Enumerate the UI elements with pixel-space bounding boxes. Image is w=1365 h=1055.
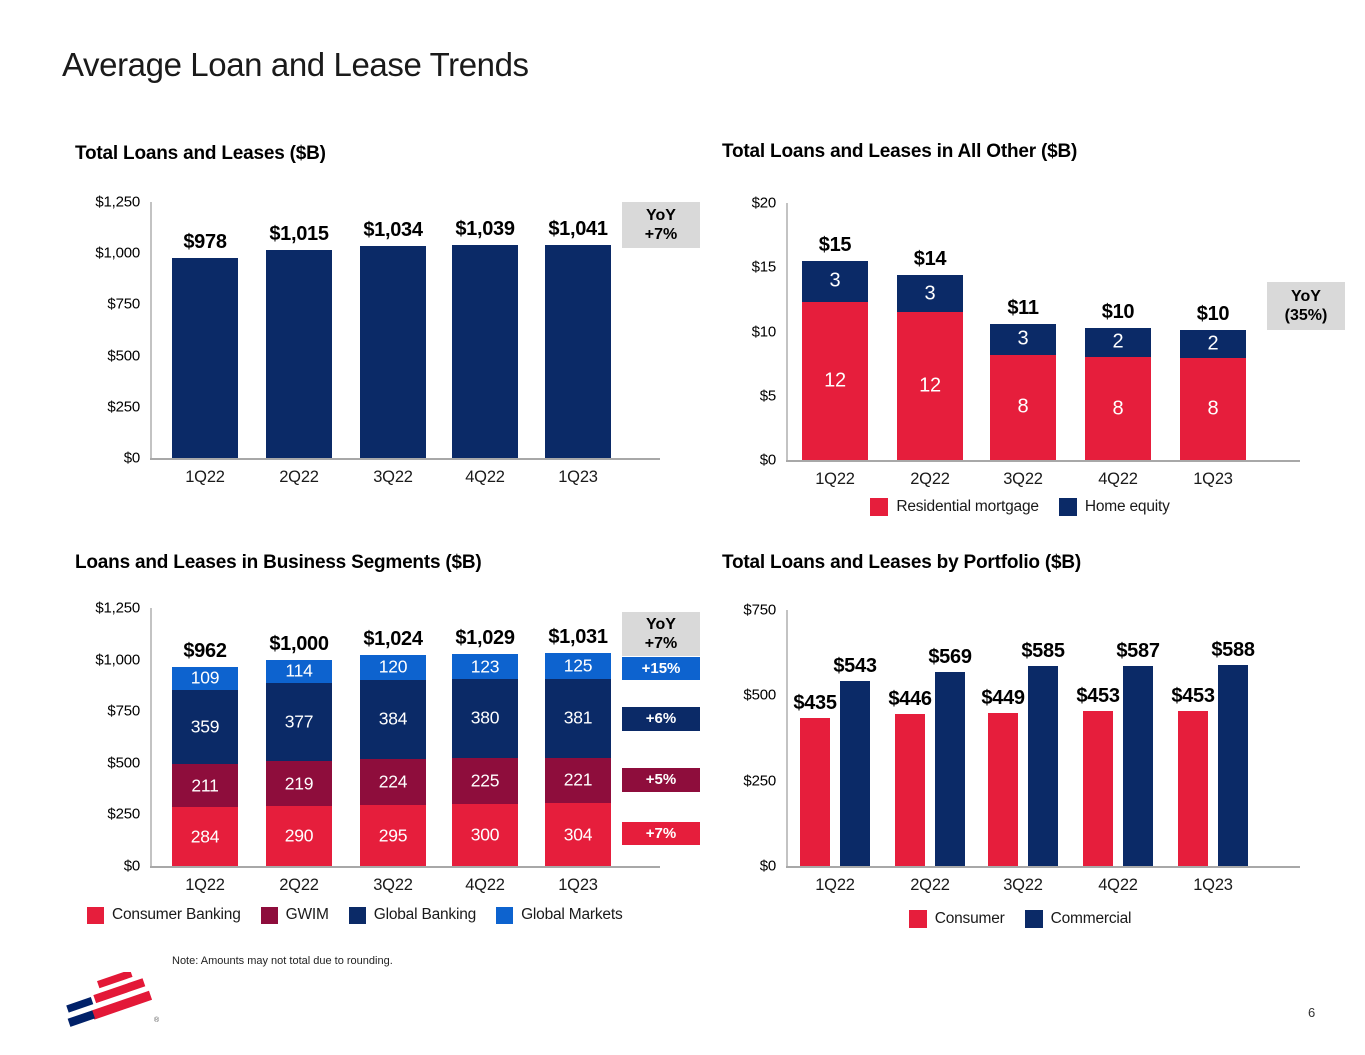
- legend-label: Consumer: [934, 910, 1005, 927]
- bar: [266, 250, 332, 458]
- x-tick-label: 1Q23: [1193, 876, 1233, 894]
- y-tick-label: $0: [123, 449, 140, 467]
- plot-area: [60, 138, 715, 518]
- y-axis-line: [786, 610, 788, 866]
- segment-value-label: 8: [1112, 397, 1124, 420]
- x-tick-label: 2Q22: [279, 876, 319, 894]
- legend-item: [870, 498, 1038, 516]
- legend-label: Home equity: [1084, 498, 1170, 515]
- plot-area: [720, 138, 1365, 538]
- bar-total-label: $10: [1196, 303, 1230, 326]
- x-tick-label: 1Q23: [558, 876, 598, 894]
- bar-value-label: $446: [888, 687, 932, 710]
- legend-label: GWIM: [285, 906, 329, 923]
- bar-value-label: $543: [833, 654, 877, 677]
- legend: [87, 906, 687, 924]
- segment-value-label: 304: [563, 824, 593, 845]
- yoy-badge: [622, 707, 700, 731]
- segment-value-label: 125: [563, 655, 593, 676]
- y-tick-label: $750: [107, 702, 140, 720]
- bank-of-america-flag-icon: [62, 972, 164, 1028]
- y-tick-label: $1,000: [95, 244, 140, 262]
- yoy-badge-line: YoY: [646, 206, 676, 224]
- x-tick-label: 4Q22: [1098, 470, 1138, 488]
- segment-value-label: 221: [563, 769, 593, 790]
- bar-total-label: $10: [1101, 300, 1135, 323]
- bar-value-label: $453: [1076, 685, 1120, 708]
- legend-swatch: [870, 498, 888, 516]
- yoy-badge-line: +5%: [645, 771, 677, 788]
- bar-value-label: $453: [1171, 685, 1215, 708]
- legend-item: [1059, 498, 1170, 516]
- bar-total-label: $15: [818, 233, 852, 256]
- segment-value-label: 3: [924, 282, 936, 305]
- y-tick-label: $0: [759, 451, 776, 469]
- x-axis-line: [150, 866, 660, 868]
- y-tick-label: $500: [743, 686, 776, 704]
- chart-title: Loans and Leases in Business Segments ($B): [75, 552, 482, 573]
- yoy-badge-line: +7%: [644, 635, 678, 652]
- yoy-badge-line: +6%: [645, 710, 677, 727]
- yoy-badge: [1267, 282, 1345, 330]
- legend-swatch: [1059, 498, 1077, 516]
- legend-swatch: [1025, 910, 1043, 928]
- x-axis-line: [786, 866, 1300, 868]
- yoy-badge: [622, 202, 700, 248]
- bar-value-label: $1,034: [363, 219, 423, 242]
- bar-value-label: $978: [183, 230, 227, 253]
- bar: [1218, 665, 1248, 866]
- x-tick-label: 3Q22: [1003, 470, 1043, 488]
- segment-value-label: 224: [378, 771, 408, 792]
- x-tick-label: 1Q22: [185, 468, 225, 486]
- bar-value-label: $1,015: [269, 223, 329, 246]
- y-axis-line: [150, 202, 152, 458]
- segment-value-label: 123: [470, 656, 500, 676]
- legend-item: [909, 910, 1005, 928]
- segment-value-label: 8: [1017, 395, 1029, 418]
- segment-value-label: 381: [563, 707, 593, 728]
- segment-value-label: 120: [378, 656, 408, 677]
- x-tick-label: 1Q22: [815, 470, 855, 488]
- bar: [895, 714, 925, 866]
- page-title: Average Loan and Lease Trends: [62, 46, 529, 83]
- segment-value-label: 114: [285, 660, 313, 681]
- legend-swatch: [261, 907, 278, 924]
- segment-value-label: 225: [470, 770, 500, 791]
- bar-total-label: $962: [183, 640, 227, 663]
- bar-total-label: $1,031: [548, 626, 608, 649]
- plot-area: [720, 548, 1365, 948]
- bar-total-label: $1,000: [269, 632, 329, 655]
- legend: [760, 910, 1280, 928]
- legend-item: [1025, 910, 1132, 928]
- segment-value-label: 219: [284, 773, 314, 794]
- bar: [452, 245, 518, 458]
- chart-all-other: [720, 138, 1365, 538]
- legend-label: Global Banking: [373, 906, 477, 923]
- bar: [800, 718, 830, 866]
- bar-total-label: $14: [913, 247, 947, 270]
- yoy-badge-line: YoY: [646, 615, 676, 633]
- chart-total-loans: [60, 138, 715, 518]
- y-axis-line: [150, 608, 152, 866]
- legend-item: [261, 906, 329, 924]
- x-tick-label: 1Q22: [185, 876, 225, 894]
- bar-value-label: $1,039: [455, 218, 515, 241]
- bar: [988, 713, 1018, 866]
- bar: [1083, 711, 1113, 866]
- legend-swatch: [87, 907, 104, 924]
- chart-title: Total Loans and Leases by Portfolio ($B): [722, 552, 1082, 573]
- svg-text:®: ®: [154, 1017, 160, 1024]
- segment-value-label: 290: [284, 825, 314, 846]
- y-tick-label: $500: [107, 347, 140, 365]
- bar: [545, 245, 611, 458]
- segment-value-label: 3: [1017, 327, 1029, 350]
- chart-title: Total Loans and Leases ($B): [75, 143, 326, 164]
- y-tick-label: $15: [751, 258, 776, 276]
- segment-value-label: 8: [1207, 397, 1219, 420]
- x-tick-label: 2Q22: [910, 470, 950, 488]
- y-tick-label: $5: [759, 387, 776, 405]
- bar-value-label: $449: [981, 686, 1025, 709]
- y-tick-label: $250: [107, 805, 140, 823]
- x-axis-line: [150, 458, 660, 460]
- segment-value-label: 12: [824, 369, 846, 392]
- bar: [172, 258, 238, 458]
- bar-total-label: $11: [1007, 296, 1039, 319]
- chart-business-segments: [60, 548, 715, 978]
- chart-by-portfolio: [720, 548, 1365, 948]
- bar-value-label: $569: [928, 645, 972, 668]
- bar: [360, 246, 426, 458]
- legend-swatch: [909, 910, 927, 928]
- segment-value-label: 284: [190, 826, 220, 847]
- y-tick-label: $1,250: [95, 599, 140, 617]
- bar-value-label: $585: [1021, 640, 1065, 663]
- bar-value-label: $1,041: [548, 217, 608, 240]
- legend-label: Residential mortgage: [896, 498, 1039, 515]
- chart-title: Total Loans and Leases in All Other ($B): [722, 141, 1078, 162]
- legend-label: Commercial: [1050, 910, 1132, 927]
- yoy-badge-line: (35%): [1284, 307, 1328, 324]
- segment-value-label: 377: [284, 711, 314, 732]
- segment-value-label: 380: [470, 707, 500, 728]
- bar-value-label: $588: [1211, 639, 1255, 662]
- x-tick-label: 3Q22: [373, 876, 413, 894]
- y-tick-label: $750: [107, 295, 140, 313]
- legend-item: [496, 906, 622, 924]
- segment-value-label: 109: [190, 667, 220, 688]
- legend-swatch: [496, 907, 513, 924]
- x-axis-line: [786, 460, 1300, 462]
- bar-total-label: $1,029: [455, 626, 515, 649]
- x-tick-label: 1Q23: [558, 468, 598, 486]
- segment-value-label: 12: [919, 374, 941, 397]
- segment-value-label: 300: [470, 824, 500, 845]
- yoy-badge: [622, 822, 700, 845]
- segment-value-label: 2: [1207, 332, 1219, 355]
- yoy-badge: [622, 657, 700, 680]
- legend-label: Consumer Banking: [112, 906, 241, 923]
- segment-value-label: 3: [829, 269, 841, 292]
- x-tick-label: 3Q22: [1003, 876, 1043, 894]
- legend-label: Global Markets: [521, 906, 623, 923]
- legend-item: [349, 906, 476, 924]
- y-tick-label: $10: [751, 323, 776, 340]
- x-tick-label: 1Q23: [1193, 470, 1233, 488]
- yoy-badge-line: +7%: [644, 226, 678, 243]
- y-tick-label: $250: [743, 772, 776, 790]
- yoy-badge-line: YoY: [1291, 287, 1321, 305]
- plot-area: [60, 548, 715, 978]
- y-tick-label: $0: [123, 857, 140, 875]
- bar-total-label: $1,024: [363, 627, 423, 650]
- footnote: Note: Amounts may not total due to rounding.: [172, 955, 393, 967]
- bar: [1178, 711, 1208, 866]
- segment-value-label: 359: [190, 716, 220, 737]
- bar-value-label: $435: [793, 691, 837, 714]
- y-tick-label: $750: [743, 601, 776, 619]
- x-tick-label: 4Q22: [1098, 876, 1138, 894]
- legend-item: [87, 906, 241, 924]
- segment-value-label: 211: [191, 775, 219, 796]
- segment-value-label: 2: [1112, 330, 1124, 353]
- y-tick-label: $500: [107, 754, 140, 772]
- y-tick-label: $1,000: [95, 651, 140, 669]
- bar-value-label: $587: [1116, 639, 1160, 662]
- yoy-badge-line: +15%: [641, 659, 681, 677]
- y-tick-label: $250: [107, 398, 140, 416]
- yoy-badge: [622, 612, 700, 656]
- y-tick-label: $20: [751, 194, 776, 212]
- x-tick-label: 4Q22: [465, 468, 505, 486]
- segment-value-label: 384: [378, 708, 408, 729]
- y-tick-label: $1,250: [95, 193, 140, 211]
- page-number: 6: [1308, 1005, 1316, 1020]
- legend-swatch: [349, 907, 366, 924]
- y-tick-label: $0: [759, 857, 776, 875]
- x-tick-label: 2Q22: [279, 468, 319, 486]
- x-tick-label: 1Q22: [815, 876, 855, 894]
- legend: [760, 498, 1280, 516]
- x-tick-label: 4Q22: [465, 876, 505, 894]
- x-tick-label: 3Q22: [373, 468, 413, 486]
- x-tick-label: 2Q22: [910, 876, 950, 894]
- yoy-badge-line: +7%: [645, 824, 677, 842]
- segment-value-label: 295: [378, 825, 408, 846]
- yoy-badge: [622, 768, 700, 792]
